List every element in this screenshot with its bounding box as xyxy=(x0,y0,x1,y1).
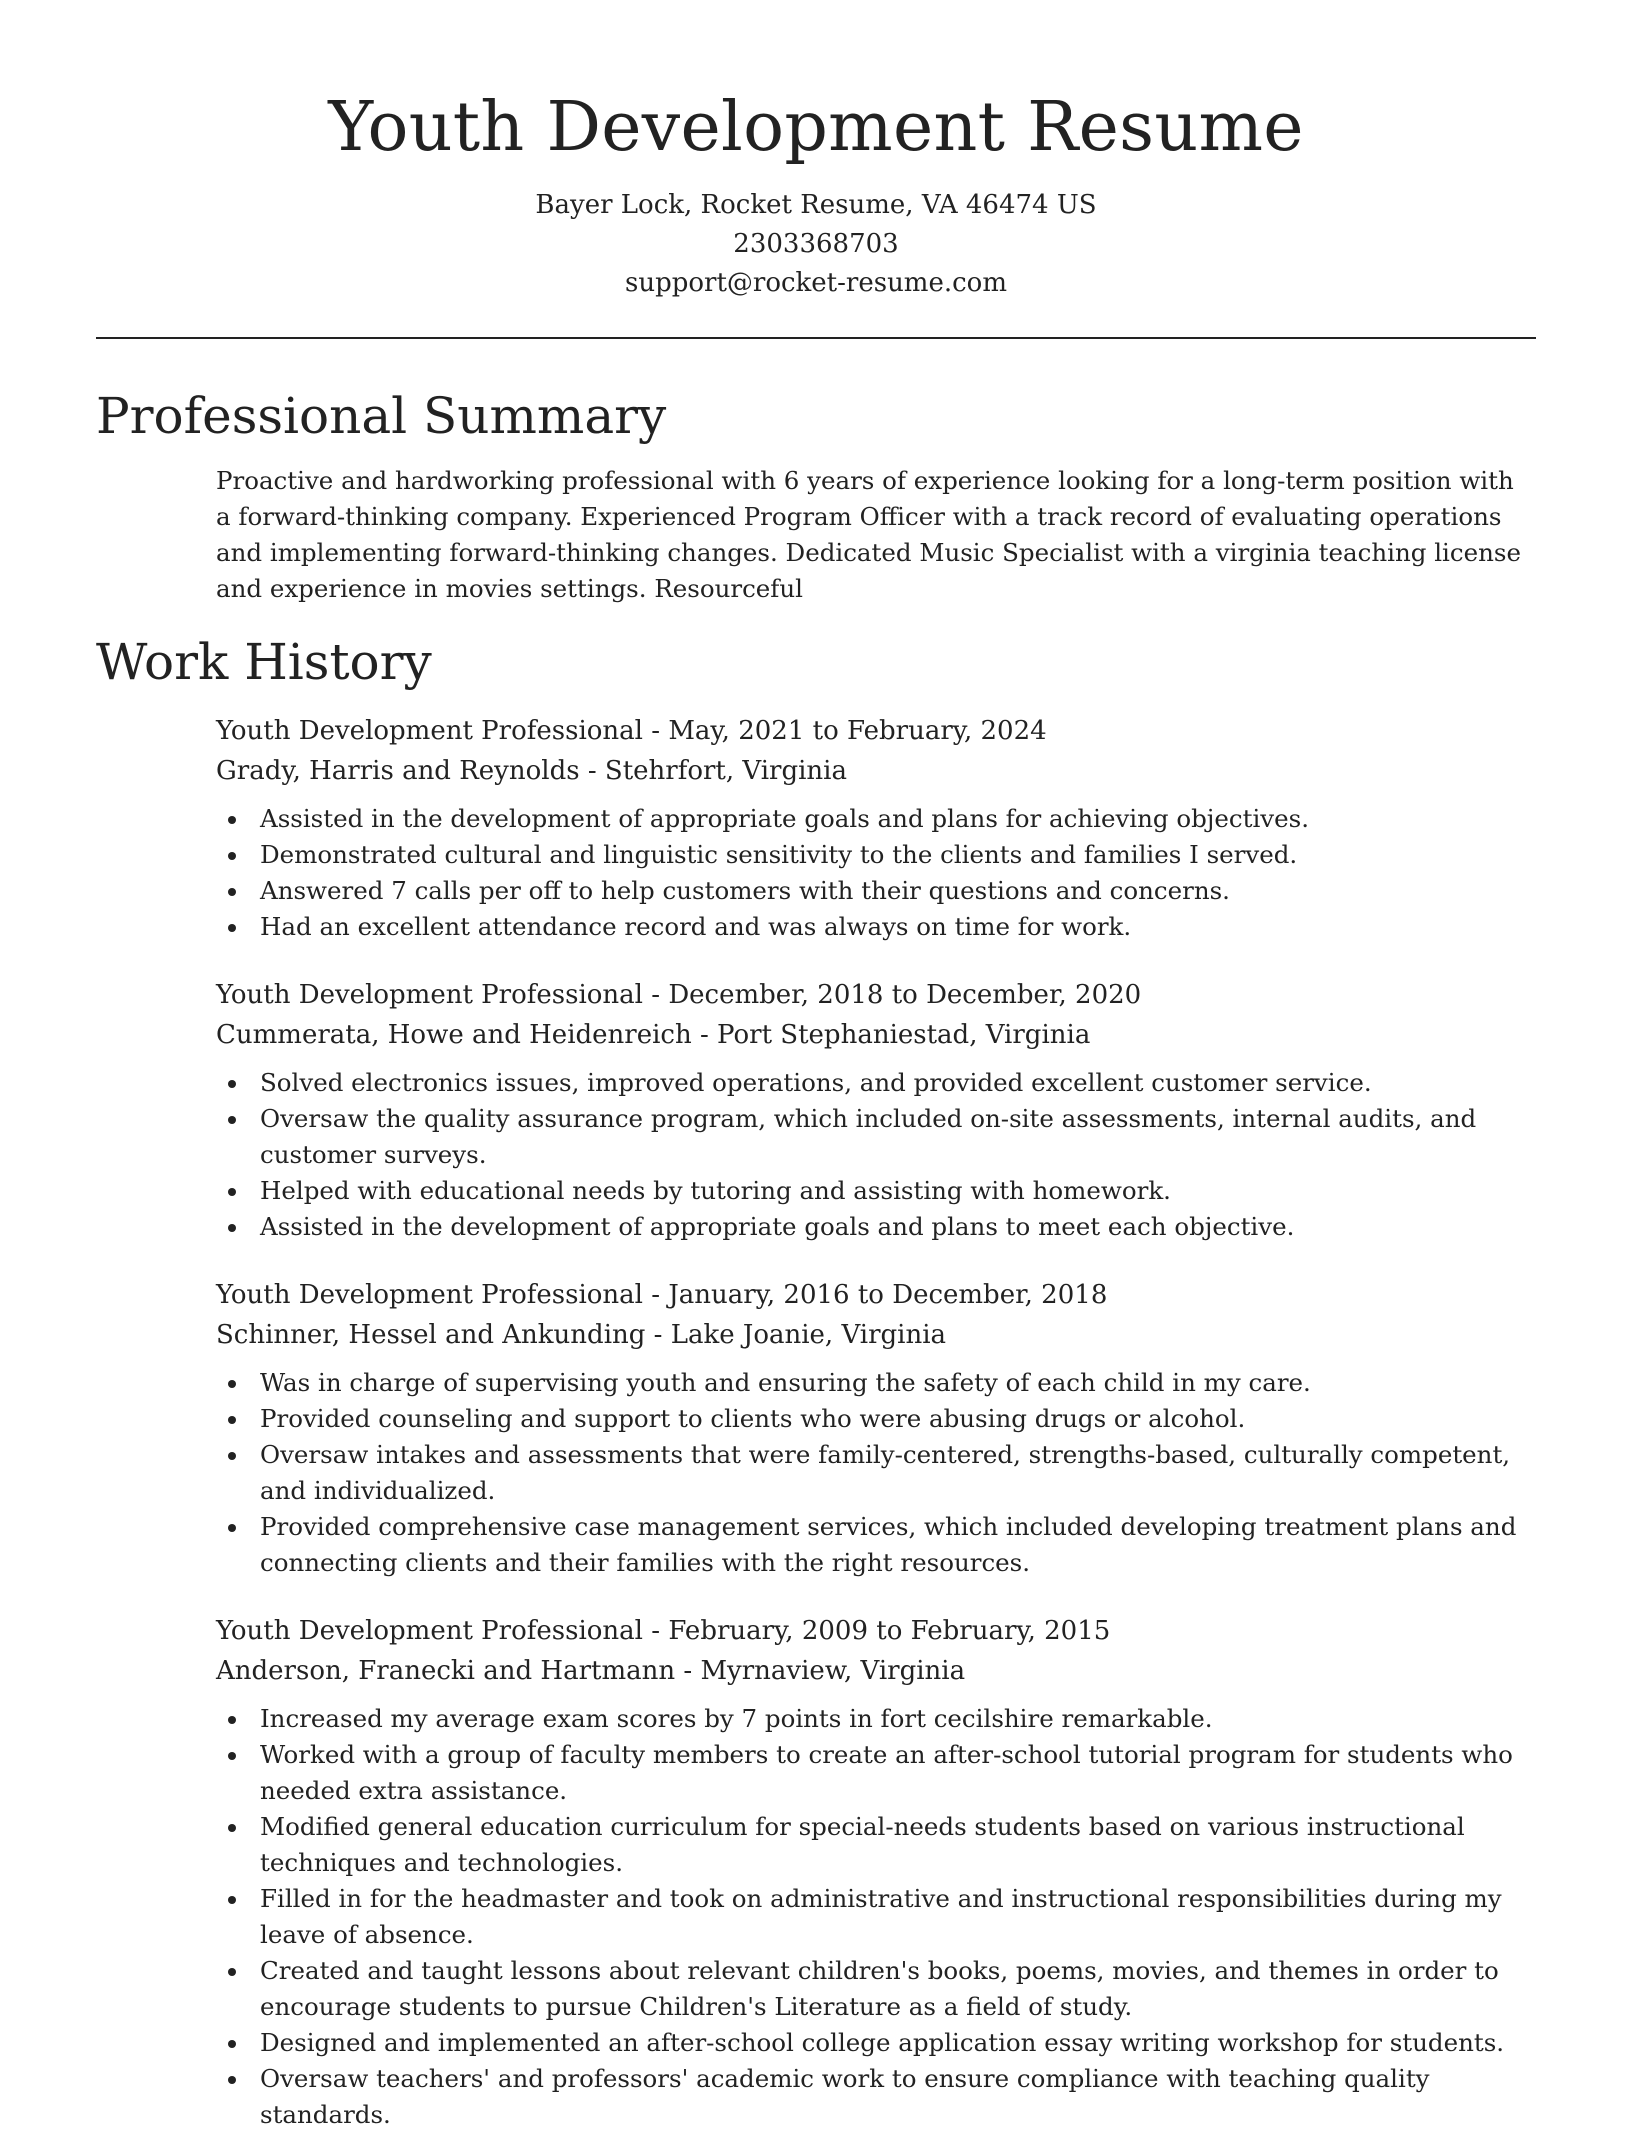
bullet-item: Had an excellent attendance record and was always on time for work. xyxy=(216,909,1536,945)
job-separator: - xyxy=(642,980,669,1010)
job-company-line xyxy=(216,1015,1536,1055)
job-separator: - xyxy=(642,716,669,746)
contact-email: support@rocket-resume.com xyxy=(624,268,1007,298)
job-dates: December, 2018 to December, 2020 xyxy=(668,980,1142,1010)
summary-text: Proactive and hardworking professional with 6 years of experience looking for a long-term position with a forward-thinking company. Experienced Program Officer with a track record of evaluating operations and implementing forward-thinking changes. Dedicated Music Specialist with a virginia teaching license and experience in movies settings. Resourceful xyxy=(216,466,1521,603)
job-separator: - xyxy=(675,1656,701,1686)
bullet-item: Provided comprehensive case management services, which included developing treatment plans and connecting clients and their families with the right resources. xyxy=(216,1509,1536,1581)
bullet-item: Demonstrated cultural and linguistic sensitivity to the clients and families I served. xyxy=(216,837,1536,873)
bullet-item: Oversaw teachers' and professors' academic work to ensure compliance with teaching quality standards. xyxy=(216,2061,1536,2133)
job-bullets xyxy=(216,1365,1536,1581)
job-location: Myrnaview, Virginia xyxy=(700,1656,966,1686)
job-separator: - xyxy=(579,756,605,786)
job-entry xyxy=(216,1611,1536,2133)
job-entry xyxy=(216,1275,1536,1581)
job-location: Lake Joanie, Virginia xyxy=(670,1320,947,1350)
job-location: Port Stephaniestad, Virginia xyxy=(717,1020,1091,1050)
job-title-line xyxy=(216,1611,1536,1651)
job-dates: February, 2009 to February, 2015 xyxy=(668,1616,1111,1646)
job-bullets xyxy=(216,801,1536,945)
contact-address: Bayer Lock, Rocket Resume, VA 46474 US xyxy=(535,190,1097,220)
job-company: Anderson, Franecki and Hartmann xyxy=(216,1656,676,1686)
resume-page xyxy=(96,0,1536,2133)
job-location: Stehrfort, Virginia xyxy=(604,756,847,786)
bullet-item: Assisted in the development of appropriate goals and plans for achieving objectives. xyxy=(216,801,1536,837)
job-separator: - xyxy=(645,1320,671,1350)
bullet-item: Designed and implemented an after-school college application essay writing workshop for students. xyxy=(216,2025,1536,2061)
bullet-item: Solved electronics issues, improved operations, and provided excellent customer service. xyxy=(216,1065,1536,1101)
job-role: Youth Development Professional xyxy=(216,980,643,1010)
job-company-line xyxy=(216,1315,1536,1355)
bullet-item: Assisted in the development of appropriate goals and plans to meet each objective. xyxy=(216,1209,1536,1245)
bullet-item: Modified general education curriculum for special-needs students based on various instructional techniques and technologies. xyxy=(216,1809,1536,1881)
job-bullets xyxy=(216,1065,1536,1245)
resume-title: Youth Development Resume xyxy=(328,88,1304,167)
job-role: Youth Development Professional xyxy=(216,1280,643,1310)
job-company-line xyxy=(216,751,1536,791)
job-role: Youth Development Professional xyxy=(216,1616,643,1646)
bullet-item: Answered 7 calls per off to help customers with their questions and concerns. xyxy=(216,873,1536,909)
job-company: Cummerata, Howe and Heidenreich xyxy=(216,1020,692,1050)
summary-heading: Professional Summary xyxy=(96,387,667,445)
job-bullets xyxy=(216,1701,1536,2133)
work-history-heading: Work History xyxy=(96,633,432,691)
job-role: Youth Development Professional xyxy=(216,716,643,746)
bullet-item: Worked with a group of faculty members to create an after-school tutorial program for students who needed extra assistance. xyxy=(216,1737,1536,1809)
header-divider xyxy=(96,337,1536,339)
job-company-line xyxy=(216,1651,1536,1691)
job-company: Grady, Harris and Reynolds xyxy=(216,756,580,786)
bullet-item: Provided counseling and support to clients who were abusing drugs or alcohol. xyxy=(216,1401,1536,1437)
job-title-line xyxy=(216,711,1536,751)
job-dates: January, 2016 to December, 2018 xyxy=(668,1280,1108,1310)
bullet-item: Increased my average exam scores by 7 points in fort cecilshire remarkable. xyxy=(216,1701,1536,1737)
job-entry xyxy=(216,975,1536,1245)
job-company: Schinner, Hessel and Ankunding xyxy=(216,1320,646,1350)
bullet-item: Oversaw the quality assurance program, which included on-site assessments, internal audits, and customer surveys. xyxy=(216,1101,1536,1173)
job-separator: - xyxy=(642,1616,669,1646)
job-dates: May, 2021 to February, 2024 xyxy=(668,716,1047,746)
bullet-item: Was in charge of supervising youth and ensuring the safety of each child in my care. xyxy=(216,1365,1536,1401)
job-separator: - xyxy=(642,1280,669,1310)
job-entry xyxy=(216,711,1536,945)
bullet-item: Helped with educational needs by tutoring and assisting with homework. xyxy=(216,1173,1536,1209)
resume-header xyxy=(96,0,1536,303)
contact-phone: 2303368703 xyxy=(733,229,899,259)
job-separator: - xyxy=(691,1020,718,1050)
bullet-item: Created and taught lessons about relevant children's books, poems, movies, and themes in order to encourage students to pursue Children's Literature as a field of study. xyxy=(216,1953,1536,2025)
job-title-line xyxy=(216,1275,1536,1315)
job-title-line xyxy=(216,975,1536,1015)
bullet-item: Filled in for the headmaster and took on administrative and instructional responsibilities during my leave of absence. xyxy=(216,1881,1536,1953)
bullet-item: Oversaw intakes and assessments that were family-centered, strengths-based, culturally competent, and individualized. xyxy=(216,1437,1536,1509)
contact-info xyxy=(96,186,1536,303)
